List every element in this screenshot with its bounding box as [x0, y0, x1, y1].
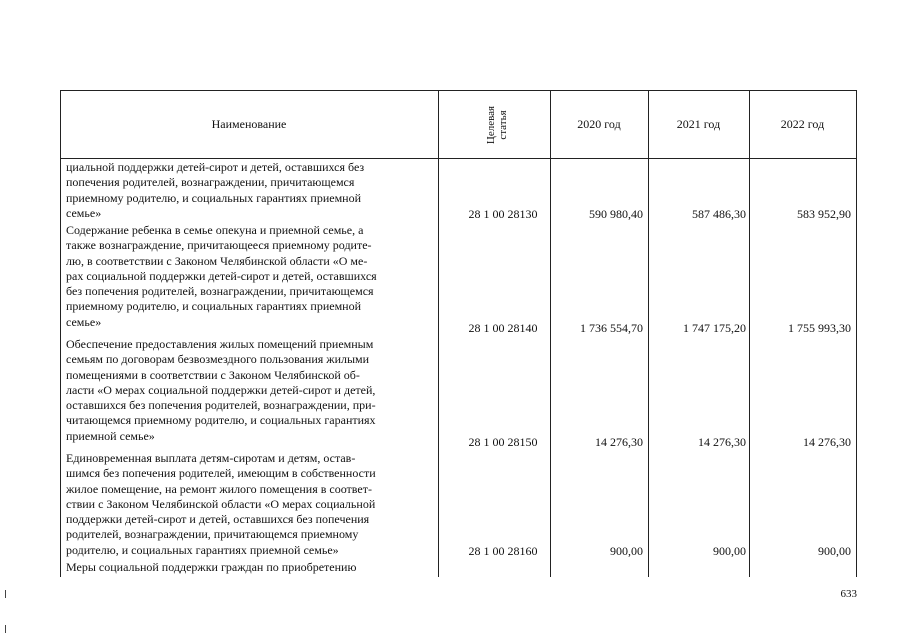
header-name: Наименование [211, 117, 287, 131]
header-2021: 2021 год [676, 117, 721, 131]
row-text: Единовременная выплата детям-сиротам и детям, остав- шимся без попечения родителей, имеющим в собственности жилое помещение, на ремонт жилого помещения в соответ- ствии с Законом Челябинской области «О мерах социальной поддержки детей-сирот и детей, оставшихся без попечения родителей, вознаграждении, причитающемся приемному родителю, и социальных гарантиях приемной семье» [66, 451, 376, 557]
row-text: Меры социальной поддержки граждан по приобретению [66, 560, 357, 574]
header-2022: 2022 год [780, 117, 825, 131]
column-divider [648, 90, 649, 577]
table-border-left [60, 90, 61, 577]
row-code: 28 1 00 28150 [468, 435, 538, 449]
row-value-2021: 900,00 [713, 544, 746, 558]
row-code: 28 1 00 28130 [468, 207, 538, 221]
row-value-2022: 14 276,30 [803, 435, 851, 449]
row-text: циальной поддержки детей-сирот и детей, оставшихся без попечения родителей, вознаграждении, причитающемся приемному родителю, и социальных гарантиях приемной семье» [66, 160, 365, 220]
row-value-2022: 1 755 993,30 [788, 321, 851, 335]
row-value-2022: 900,00 [818, 544, 851, 558]
header-2020: 2020 год [577, 117, 621, 131]
row-value-2020: 1 736 554,70 [580, 321, 643, 335]
scan-mark [5, 625, 6, 633]
scan-mark [5, 590, 6, 598]
row-text: Обеспечение предоставления жилых помещений приемным семьям по договорам безвозмездного пользования жилыми помещениями в соответствии с Законом Челябинской об- ласти «О мерах социальной поддержки детей-сирот и детей, оставшихся без попечения родителей, вознаграждении, при- читающемся приемному родителю, и социальных гарантиях приемной семье» [66, 337, 376, 443]
header-target-article: Целевая статья [484, 105, 509, 144]
budget-table [60, 90, 857, 577]
row-value-2022: 583 952,90 [797, 207, 851, 221]
row-value-2021: 1 747 175,20 [683, 321, 746, 335]
page-number: 633 [840, 588, 857, 600]
column-divider [749, 90, 750, 577]
row-value-2020: 590 980,40 [589, 207, 643, 221]
row-value-2021: 14 276,30 [698, 435, 746, 449]
row-text: Содержание ребенка в семье опекуна и приемной семье, а также вознаграждение, причитающееся приемному родите- лю, в соответствии с Законом Челябинской области «О ме- рах социальной поддержки детей-сирот и детей, оставшихся без попечения родителей, вознаграждении, причитающемся приемному родителю, и социальных гарантиях приемной семье» [66, 223, 377, 329]
row-value-2020: 900,00 [610, 544, 643, 558]
row-code: 28 1 00 28140 [468, 321, 538, 335]
row-code: 28 1 00 28160 [468, 544, 538, 558]
column-divider [438, 90, 439, 577]
row-value-2021: 587 486,30 [692, 207, 746, 221]
row-value-2020: 14 276,30 [595, 435, 643, 449]
table-border-right [856, 90, 857, 577]
